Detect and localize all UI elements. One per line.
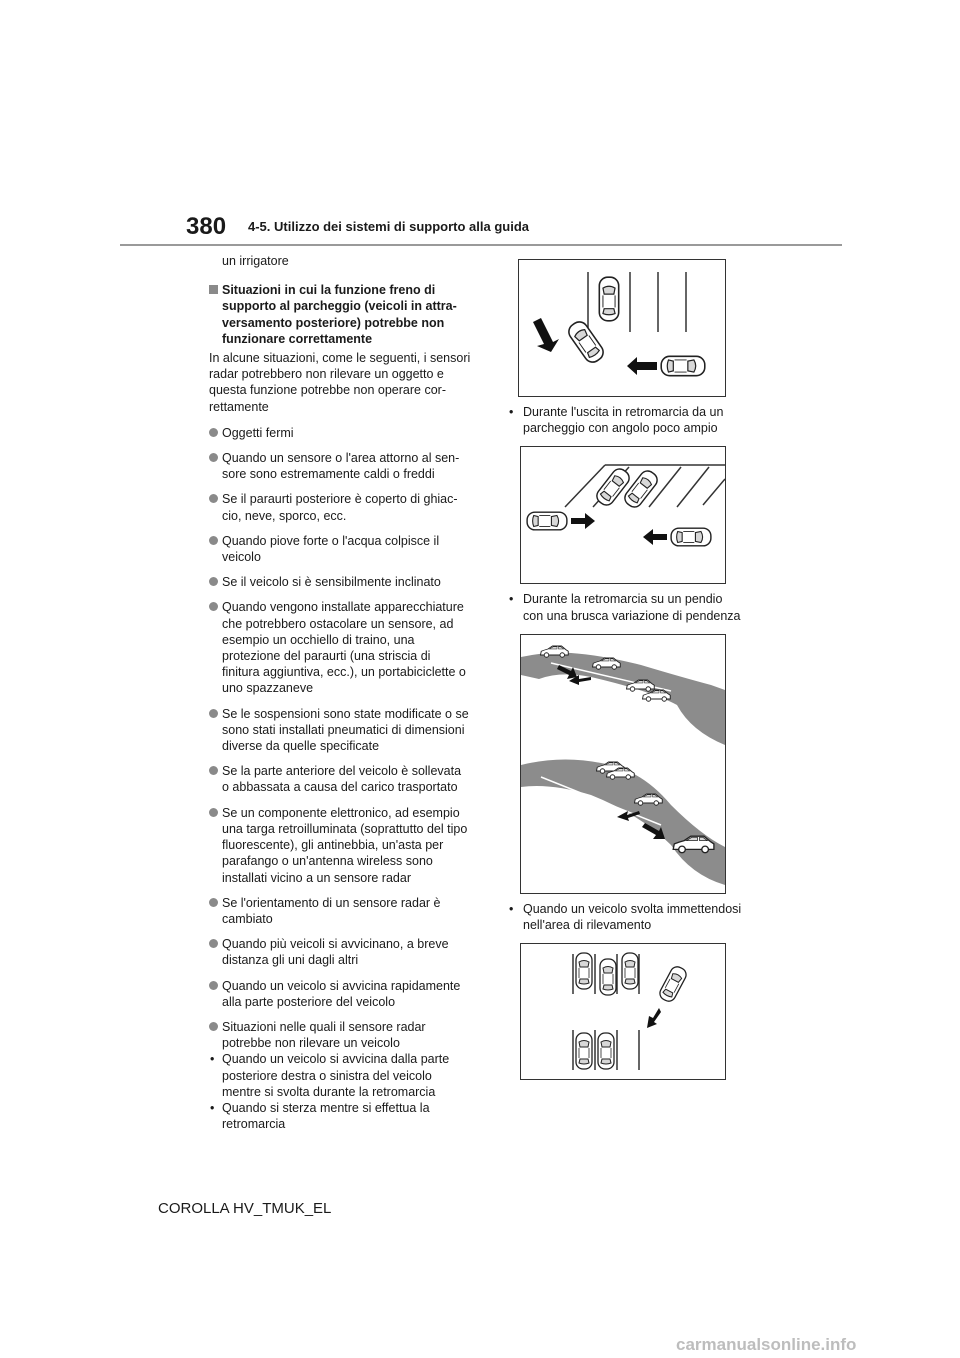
list-item-text: Quando più veicoli si avvicinano, a breve distanza gli uni dagli altri <box>222 937 449 968</box>
list-item <box>209 1019 471 1051</box>
footer-watermark: carmanualsonline.info <box>676 1335 857 1354</box>
list-item <box>209 574 471 590</box>
round-bullet-icon <box>209 709 218 718</box>
list-item-text: Se le sospensioni sono state modificate o se sono stati installati pneumatici di dimensioni diverse da quelle specificate <box>222 706 469 754</box>
list-item <box>209 491 471 523</box>
list-item-text: Quando vengono installate apparecchiature che potrebbero ostacolare un sensore, ad esempio un occhiello di traino, una protezione del paraurti (una striscia di finitura aggiuntiva, ecc.), un portabiciclette o uno spazzaneve <box>222 600 466 696</box>
round-bullet-icon <box>209 428 218 437</box>
list-item <box>209 978 471 1010</box>
round-bullet-icon <box>209 808 218 817</box>
round-bullet-icon <box>209 536 218 545</box>
round-bullet-icon <box>209 981 218 990</box>
list-item-text: Se il veicolo si è sensibilmente inclinato <box>222 575 441 590</box>
header-rule <box>120 244 842 246</box>
round-bullet-icon <box>209 939 218 948</box>
round-bullet-icon <box>209 577 218 586</box>
list-item <box>209 425 471 441</box>
list-item-text: Oggetti fermi <box>222 425 294 440</box>
sub-bullet-icon: • <box>509 592 514 607</box>
sub-list-item-text: Quando si sterza mentre si effettua la retromarcia <box>222 1100 430 1132</box>
figure-caption <box>505 404 745 436</box>
sub-bullet-icon: • <box>509 901 514 916</box>
list-item <box>209 599 471 696</box>
round-bullet-icon <box>209 766 218 775</box>
list-item <box>209 763 471 795</box>
left-column <box>209 253 471 1132</box>
list-item-text: Quando un veicolo si avvicina rapidamente alla parte posteriore del veicolo <box>222 978 461 1009</box>
figure-angled-parking-exit <box>518 259 726 397</box>
list-item <box>209 936 471 968</box>
list-item-text: Se il paraurti posteriore è coperto di ghiaccio, neve, sporco, ecc. <box>222 492 458 523</box>
round-bullet-icon <box>209 898 218 907</box>
list-item <box>209 706 471 755</box>
sub-list-item <box>209 1100 471 1132</box>
sub-bullet-icon: • <box>509 405 514 419</box>
caption-text: Durante la retromarcia su un pendio con una brusca variazione di pendenza <box>523 592 741 623</box>
footer-model: COROLLA HV_TMUK_EL <box>158 1200 332 1217</box>
list-item-text: Situazioni nelle quali il sensore radar potrebbe non rilevare un veicolo <box>222 1019 426 1051</box>
figure-diagonal-parking <box>520 446 726 584</box>
round-bullet-icon <box>209 1022 218 1031</box>
list-item-text: Se la parte anteriore del veicolo è sollevata o abbassata a causa del carico trasportato <box>222 764 462 795</box>
sub-list-item-text: Quando un veicolo si avvicina dalla parte posteriore destra o sinistra del veicolo mentre si svolta durante la retromarcia <box>222 1052 450 1099</box>
list-item <box>209 450 471 482</box>
page-number: 380 <box>186 213 227 240</box>
caption-text: Durante l'uscita in retromarcia da un parcheggio con angolo poco ampio <box>523 405 724 436</box>
round-bullet-icon <box>209 494 218 503</box>
continued-item: un irrigatore <box>222 254 289 268</box>
figure-caption <box>505 901 745 933</box>
list-item-text: Se un componente elettronico, ad esempio una targa retroilluminata (soprattutto del tipo fluorescente), gli antinebbia, un'asta per parafango o un'antenna wireless sono installati vicino a un sensore radar <box>222 805 468 885</box>
figure-turning-vehicle <box>520 943 726 1080</box>
list-item <box>209 533 471 565</box>
section-heading-text: Situazioni in cui la funzione freno di supporto al parcheggio (veicoli in attraversamento posteriore) potrebbe non funzionare correttamente <box>222 283 457 346</box>
square-bullet-icon <box>209 285 218 294</box>
sub-bullet-icon: • <box>210 1052 215 1067</box>
intro-paragraph: In alcune situazioni, come le seguenti, i sensori radar potrebbero non rilevare un oggetto e questa funzione potrebbe non operare correttamente <box>209 351 471 414</box>
section-heading <box>209 282 471 347</box>
sub-bullet-icon: • <box>210 1100 215 1115</box>
list-item-text: Quando un sensore o l'area attorno al sensore sono estremamente caldi o freddi <box>222 451 460 482</box>
sub-list-item <box>209 1051 471 1100</box>
round-bullet-icon <box>209 602 218 611</box>
list-item-text: Quando piove forte o l'acqua colpisce il veicolo <box>222 533 440 565</box>
figure-slope-reversing <box>520 634 726 894</box>
round-bullet-icon <box>209 453 218 462</box>
right-column <box>505 259 745 1080</box>
section-title: 4-5. Utilizzo dei sistemi di supporto alla guida <box>248 219 529 234</box>
list-item-text: Se l'orientamento di un sensore radar è cambiato <box>222 895 441 926</box>
caption-text: Quando un veicolo svolta immettendosi nell'area di rilevamento <box>523 901 742 933</box>
figure-caption <box>505 591 745 623</box>
list-item <box>209 895 471 927</box>
list-item <box>209 805 471 886</box>
